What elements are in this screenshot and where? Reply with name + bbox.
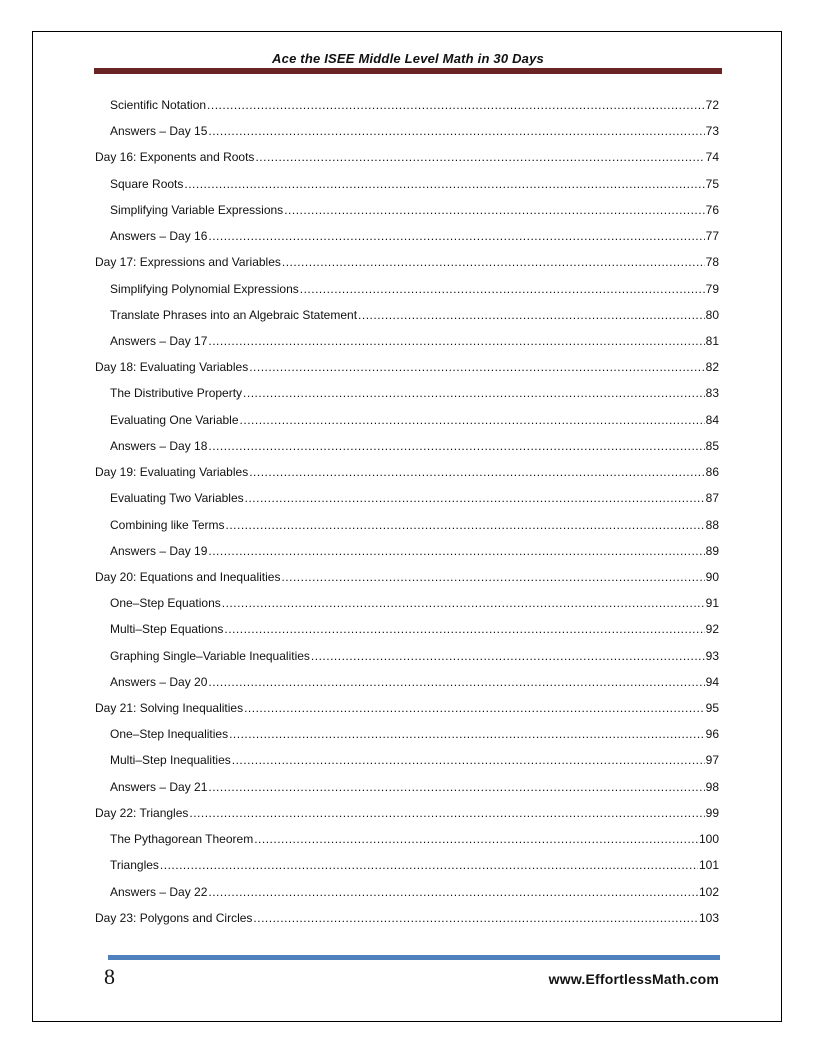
toc-dot-leader [244,695,705,721]
toc-dot-leader [208,879,698,905]
toc-dot-leader [240,407,705,433]
toc-subentry[interactable] [95,328,719,354]
toc-subentry[interactable] [95,92,719,118]
toc-entry-page: 81 [705,333,719,348]
toc-subentry[interactable] [95,512,719,538]
toc-dot-leader [311,643,705,669]
toc-dot-leader [208,223,704,249]
toc-dot-leader [222,590,705,616]
toc-entry-title: Answers – Day 17 [110,333,208,348]
toc-subentry[interactable] [95,407,719,433]
toc-entry-title: One–Step Inequalities [110,727,229,742]
toc-entry-title: Day 16: Exponents and Roots [95,150,255,165]
toc-entry-page: 97 [705,753,719,768]
toc-dot-leader [208,669,704,695]
toc-entry-title: Answers – Day 19 [110,543,208,558]
toc-day-heading[interactable] [95,695,719,721]
toc-dot-leader [208,328,704,354]
toc-entry-title: Day 23: Polygons and Circles [95,910,253,925]
toc-subentry[interactable] [95,197,719,223]
toc-entry-page: 94 [705,674,719,689]
toc-day-heading[interactable] [95,354,719,380]
footer-rule [108,955,720,960]
toc-entry-page: 102 [698,884,719,899]
toc-entry-page: 95 [705,701,719,716]
toc-entry-page: 80 [705,307,719,322]
toc-entry-title: The Distributive Property [110,386,243,401]
toc-dot-leader [208,774,704,800]
toc-entry-page: 84 [705,412,719,427]
toc-entry-title: Day 18: Evaluating Variables [95,360,249,375]
toc-entry-page: 89 [705,543,719,558]
toc-subentry[interactable] [95,302,719,328]
toc-subentry[interactable] [95,380,719,406]
toc-entry-page: 92 [705,622,719,637]
toc-dot-leader [249,354,704,380]
toc-entry-page: 91 [705,596,719,611]
toc-entry-page: 103 [698,910,719,925]
toc-entry-title: Multi–Step Equations [110,622,224,637]
toc-entry-page: 96 [705,727,719,742]
toc-entry-page: 76 [705,202,719,217]
toc-dot-leader [208,118,704,144]
toc-dot-leader [160,852,698,878]
toc-entry-page: 87 [705,491,719,506]
toc-entry-page: 93 [705,648,719,663]
toc-entry-page: 79 [705,281,719,296]
toc-entry-title: Combining like Terms [110,517,225,532]
toc-entry-title: Triangles [110,858,159,873]
toc-entry-page: 72 [705,98,719,112]
toc-entry-page: 86 [705,465,719,480]
toc-subentry[interactable] [95,747,719,773]
toc-entry-title: Square Roots [110,176,184,191]
toc-entry-page: 98 [705,779,719,794]
toc-entry-page: 74 [705,150,719,165]
toc-entry-title: Answers – Day 16 [110,229,208,244]
table-of-contents [95,92,719,931]
toc-entry-title: Simplifying Polynomial Expressions [110,281,299,296]
toc-dot-leader [226,512,705,538]
toc-entry-title: Answers – Day 22 [110,884,208,899]
toc-day-heading[interactable] [95,144,719,170]
toc-dot-leader [281,564,704,590]
toc-dot-leader [208,538,704,564]
toc-day-heading[interactable] [95,905,719,931]
toc-entry-title: Day 19: Evaluating Variables [95,465,249,480]
toc-entry-page: 75 [705,176,719,191]
toc-dot-leader [208,433,704,459]
toc-subentry[interactable] [95,669,719,695]
toc-dot-leader [255,144,704,170]
toc-entry-page: 100 [698,832,719,847]
toc-dot-leader [249,459,704,485]
toc-dot-leader [284,197,704,223]
toc-subentry[interactable] [95,485,719,511]
toc-subentry[interactable] [95,590,719,616]
toc-entry-title: Answers – Day 18 [110,438,208,453]
toc-entry-title: The Pythagorean Theorem [110,832,254,847]
toc-entry-title: Graphing Single–Variable Inequalities [110,648,310,663]
toc-entry-title: Answers – Day 21 [110,779,208,794]
toc-entry-title: Evaluating One Variable [110,412,239,427]
toc-entry-page: 101 [698,858,719,873]
toc-entry-page: 99 [705,805,719,820]
toc-subentry[interactable] [95,538,719,564]
toc-subentry[interactable] [95,276,719,302]
toc-subentry[interactable] [95,223,719,249]
toc-entry-page: 85 [705,438,719,453]
toc-entry-page: 90 [705,569,719,584]
toc-subentry[interactable] [95,171,719,197]
toc-day-heading[interactable] [95,459,719,485]
toc-dot-leader [253,905,698,931]
toc-entry-title: Simplifying Variable Expressions [110,202,284,217]
toc-day-heading[interactable] [95,564,719,590]
toc-entry-page: 77 [705,229,719,244]
toc-dot-leader [254,826,698,852]
toc-dot-leader [282,249,705,275]
toc-subentry[interactable] [95,118,719,144]
toc-entry-title: Day 22: Triangles [95,805,189,820]
toc-dot-leader [224,616,704,642]
toc-entry-title: Answers – Day 15 [110,124,208,139]
toc-dot-leader [232,747,705,773]
running-header-title: Ace the ISEE Middle Level Math in 30 Days [272,51,544,66]
toc-subentry[interactable] [95,616,719,642]
toc-entry-title: Translate Phrases into an Algebraic Statement [110,307,358,322]
toc-subentry[interactable] [95,433,719,459]
toc-day-heading[interactable] [95,249,719,275]
header-rule [94,68,722,74]
toc-subentry[interactable] [95,774,719,800]
toc-entry-title: Answers – Day 20 [110,674,208,689]
toc-subentry[interactable] [95,852,719,878]
toc-subentry[interactable] [95,879,719,905]
toc-entry-title: Scientific Notation [110,98,207,112]
toc-entry-title: Day 17: Expressions and Variables [95,255,281,270]
toc-dot-leader [245,485,705,511]
toc-entry-page: 83 [705,386,719,401]
toc-entry-page: 82 [705,360,719,375]
toc-entry-title: Day 21: Solving Inequalities [95,701,244,716]
page-number: 8 [104,964,115,989]
footer-website[interactable]: www.EffortlessMath.com [548,971,719,987]
toc-dot-leader [243,380,705,406]
toc-dot-leader [300,276,705,302]
toc-dot-leader [189,800,704,826]
toc-entry-title: One–Step Equations [110,596,221,611]
toc-subentry[interactable] [95,643,719,669]
toc-entry-title: Day 20: Equations and Inequalities [95,569,281,584]
toc-entry-title: Multi–Step Inequalities [110,753,231,768]
toc-day-heading[interactable] [95,800,719,826]
toc-dot-leader [184,171,704,197]
toc-dot-leader [207,92,705,118]
toc-dot-leader [229,721,705,747]
toc-subentry[interactable] [95,721,719,747]
toc-subentry[interactable] [95,826,719,852]
toc-entry-page: 73 [705,124,719,139]
toc-entry-page: 88 [705,517,719,532]
toc-entry-page: 78 [705,255,719,270]
toc-dot-leader [358,302,705,328]
toc-entry-title: Evaluating Two Variables [110,491,244,506]
